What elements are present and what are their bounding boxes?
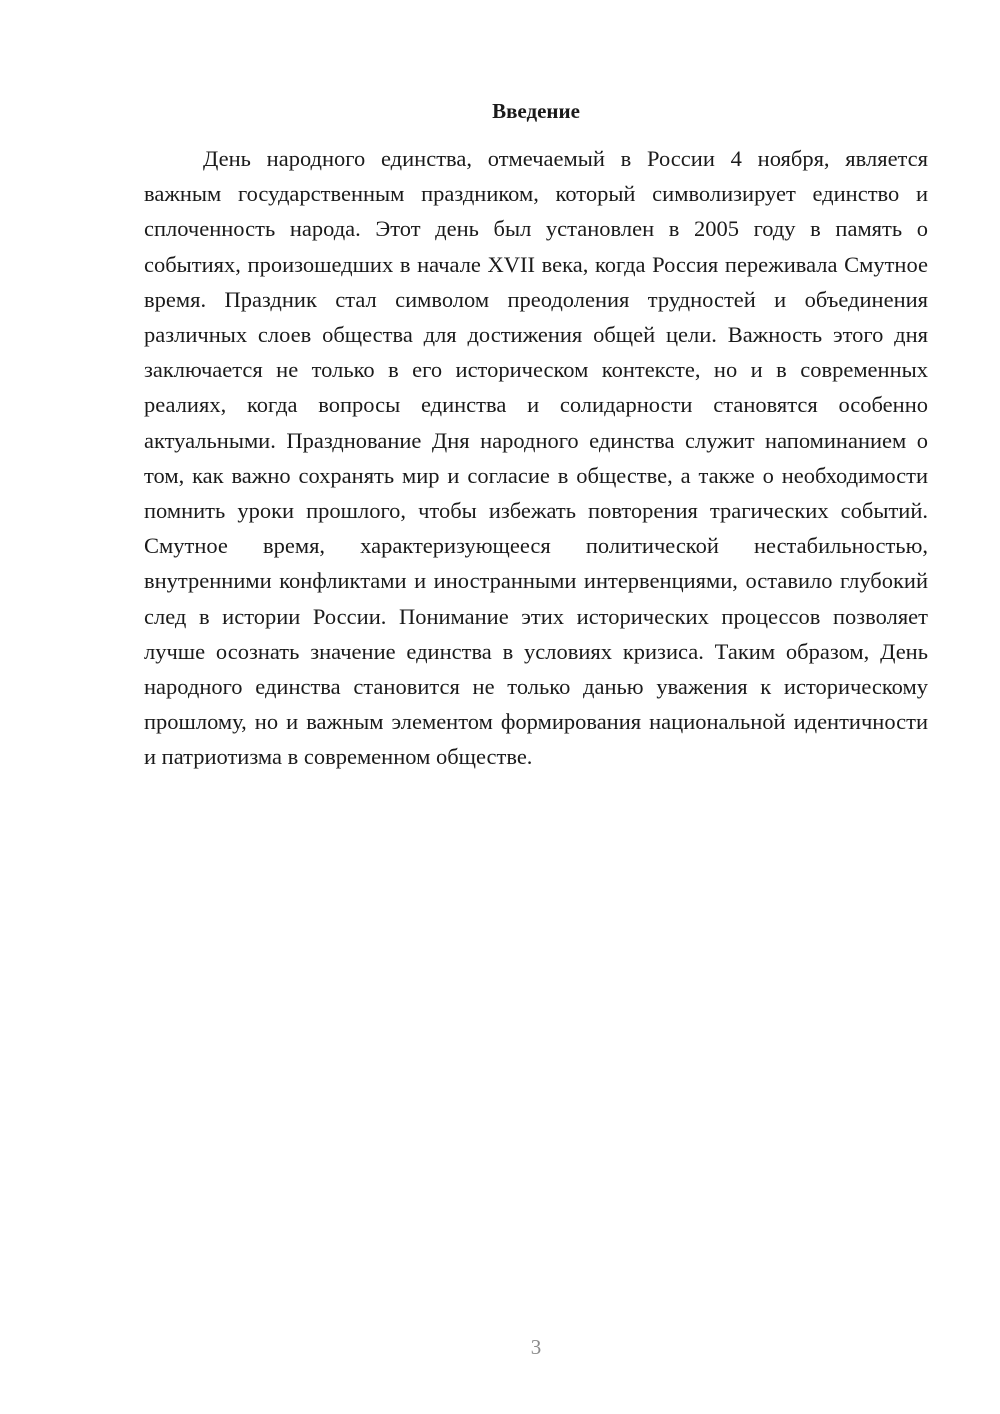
body-paragraph: День народного единства, отмечаемый в России 4 ноября, является важным государственным праздником, который символизирует единство и сплоченность народа. Этот день был установлен в 2005 году в память о событиях, произошедших в начале XVII века, когда Россия переживала Смутное время. Праздник стал символом преодоления трудностей и объединения различных слоев общества для достижения общей цели. Важность этого дня заключается не только в его историческом контексте, но и в современных реалиях, когда вопросы единства и солидарности становятся особенно актуальными. Празднование Дня народного единства служит напоминанием о том, как важно сохранять мир и согласие в обществе, а также о необходимости помнить уроки прошлого, чтобы избежать повторения трагических событий. Смутное время, характеризующееся политической нестабильностью, внутренними конфликтами и иностранными интервенциями, оставило глубокий след в истории России. Понимание этих исторических процессов позволяет лучше осознать значение единства в условиях кризиса. Таким образом, День народного единства становится не только данью уважения к историческому прошлому, но и важным элементом формирования национальной идентичности и патриотизма в современном обществе. [144,146,928,770]
section-title: Введение [492,99,580,123]
page-number: 3 [530,1335,542,1359]
